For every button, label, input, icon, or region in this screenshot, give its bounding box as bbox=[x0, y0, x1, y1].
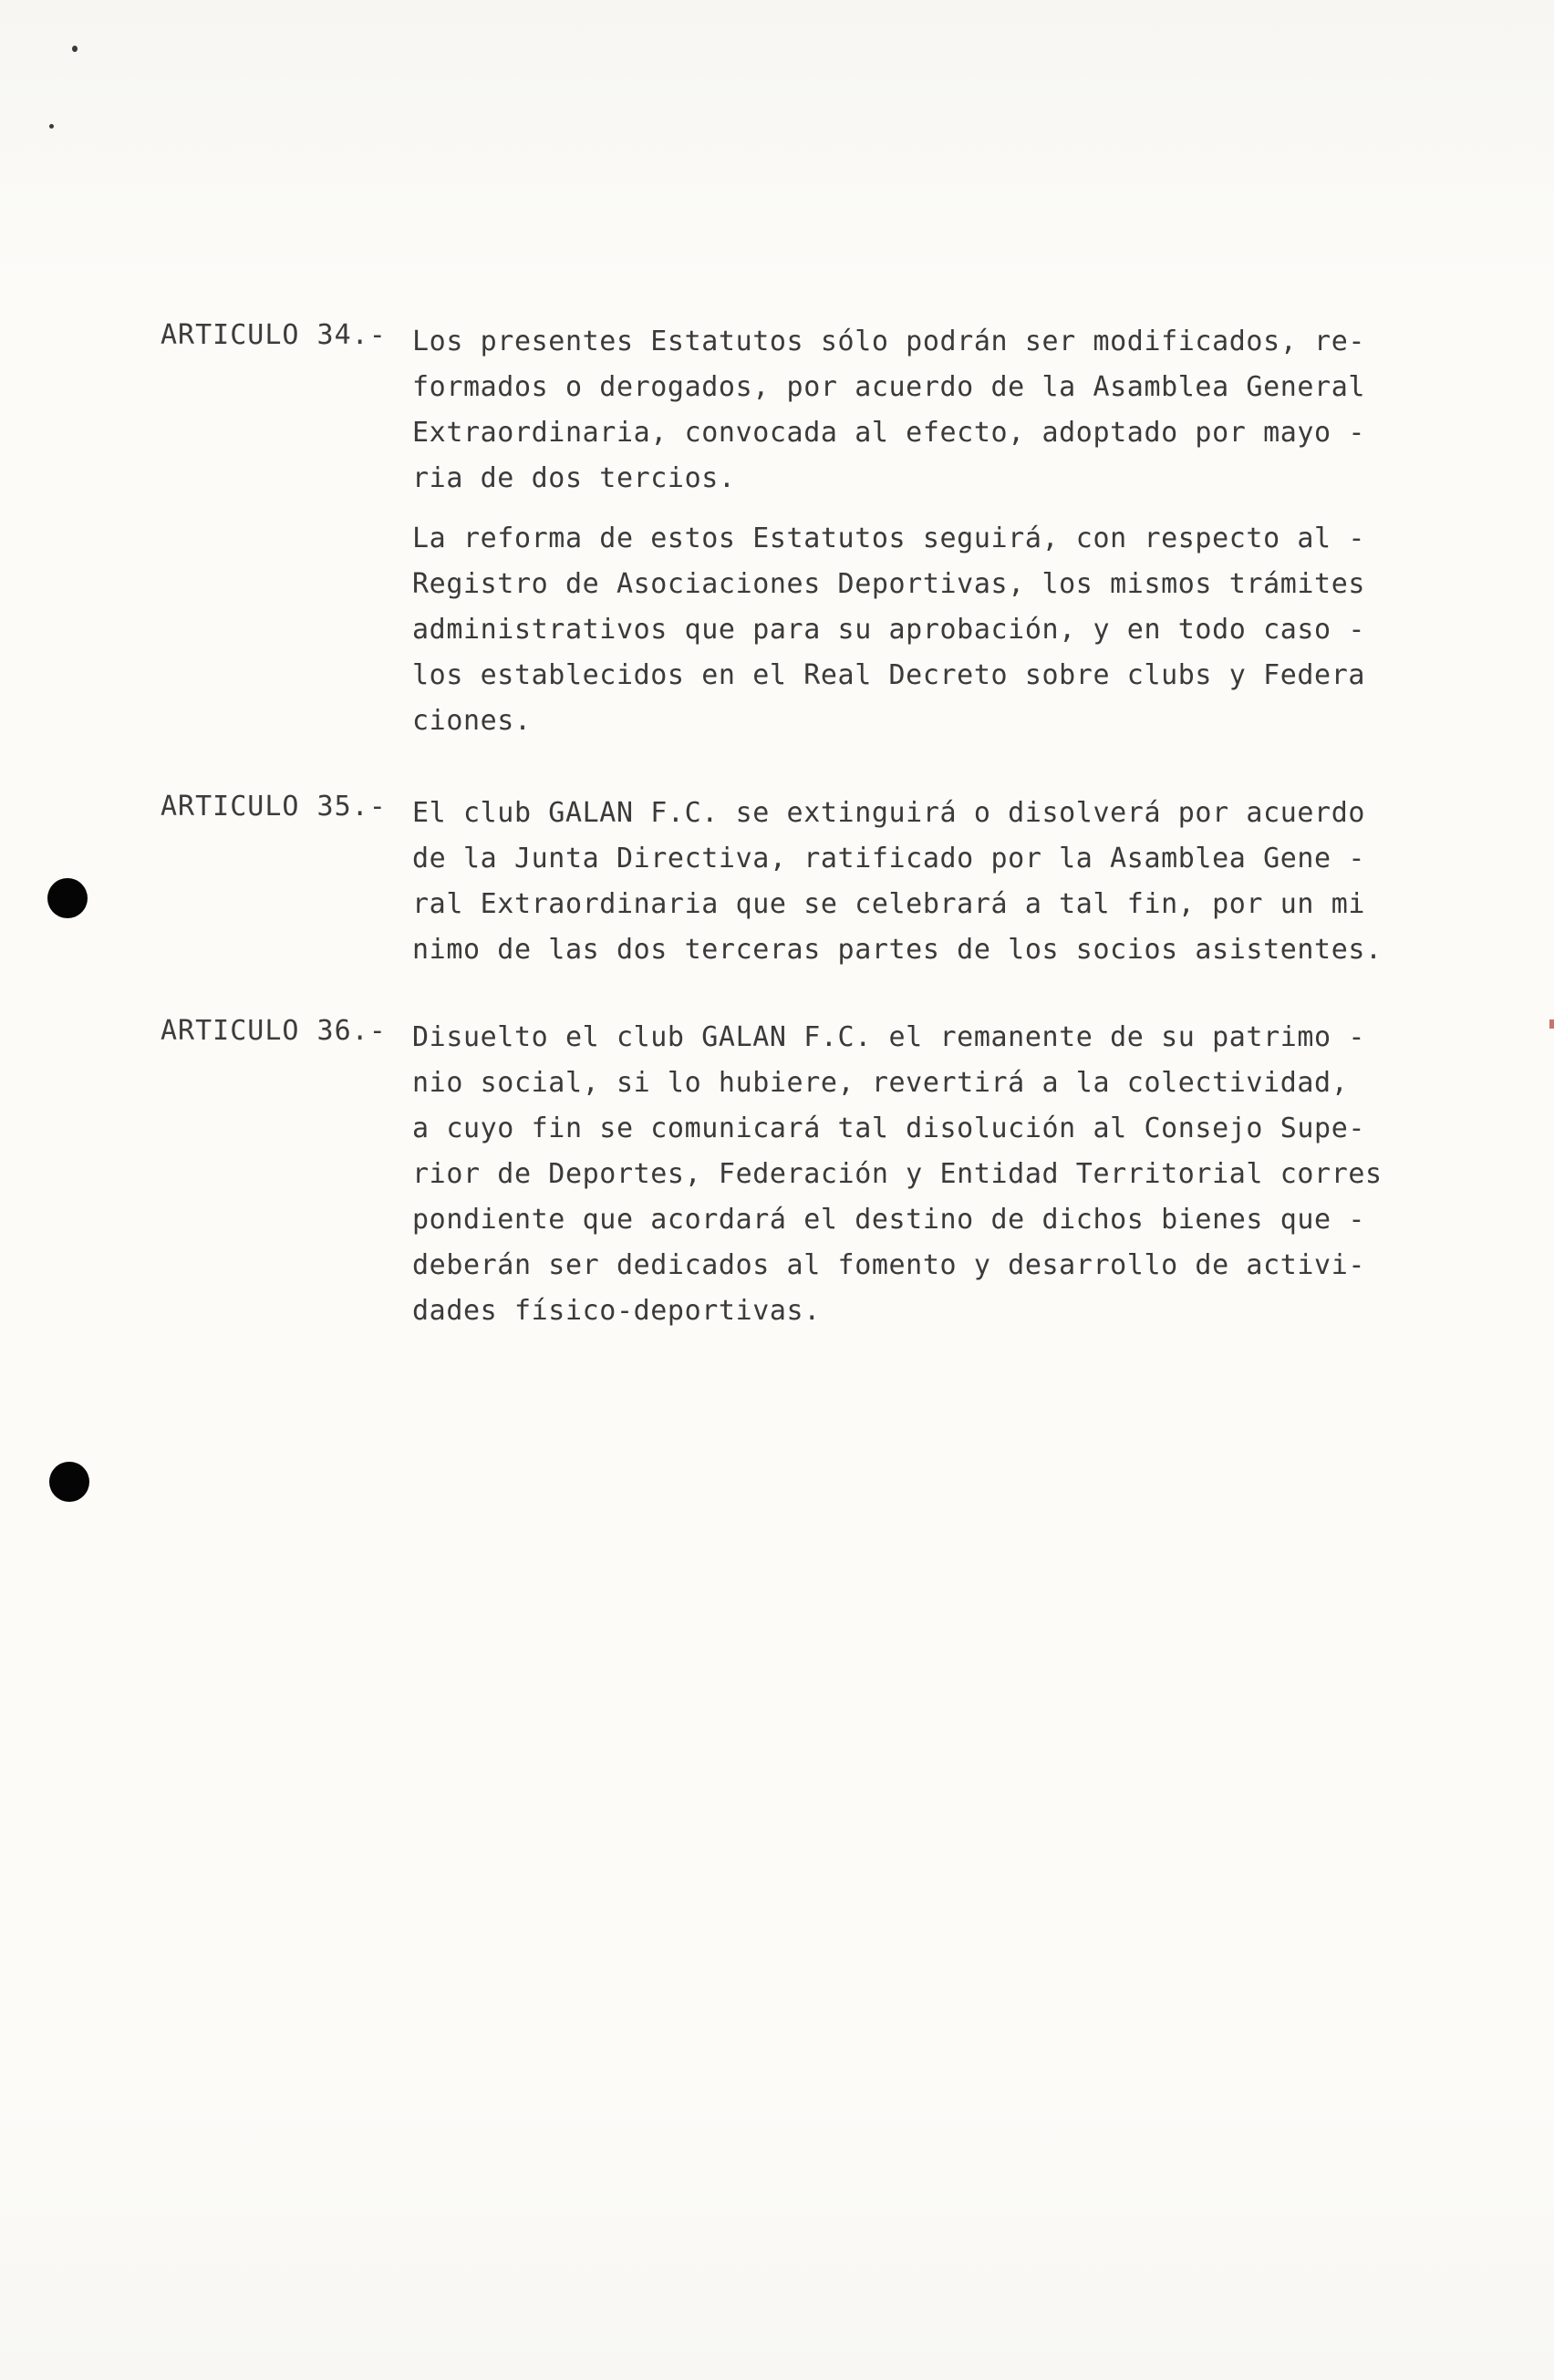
punch-hole bbox=[49, 1462, 89, 1502]
paragraph bbox=[412, 319, 1554, 502]
text-line: Disuelto el club GALAN F.C. el remanente de su patrimo - bbox=[412, 1021, 1366, 1053]
article-label: ARTICULO 35.- bbox=[161, 791, 387, 823]
text-line: rior de Deportes, Federación y Entidad Territorial corres bbox=[412, 1158, 1383, 1190]
text-line: Extraordinaria, convocada al efecto, adoptado por mayo - bbox=[412, 417, 1366, 449]
paragraph bbox=[412, 516, 1554, 744]
article-body bbox=[412, 1015, 1554, 1349]
article-body bbox=[412, 319, 1554, 759]
paragraph bbox=[412, 1015, 1554, 1334]
text-line: nio social, si lo hubiere, revertirá a la colectividad, bbox=[412, 1067, 1349, 1099]
text-line: nimo de las dos terceras partes de los socios asistentes. bbox=[412, 934, 1383, 966]
text-line: formados o derogados, por acuerdo de la Asamblea General bbox=[412, 371, 1366, 403]
text-line: de la Junta Directiva, ratificado por la Asamblea Gene - bbox=[412, 843, 1366, 874]
text-line: deberán ser dedicados al fomento y desarrollo de activi- bbox=[412, 1249, 1366, 1281]
punch-hole bbox=[47, 878, 88, 918]
text-line: pondiente que acordará el destino de dichos bienes que - bbox=[412, 1204, 1366, 1236]
text-line: los establecidos en el Real Decreto sobre clubs y Federa bbox=[412, 659, 1366, 691]
text-line: La reforma de estos Estatutos seguirá, con respecto al - bbox=[412, 523, 1366, 554]
ink-speck bbox=[49, 124, 54, 129]
article-body bbox=[412, 791, 1554, 988]
article-label: ARTICULO 34.- bbox=[161, 319, 387, 351]
paragraph bbox=[412, 791, 1554, 973]
text-line: ria de dos tercios. bbox=[412, 462, 736, 494]
text-line: dades físico-deportivas. bbox=[412, 1295, 821, 1327]
text-line: ciones. bbox=[412, 705, 532, 737]
text-line: a cuyo fin se comunicará tal disolución al Consejo Supe- bbox=[412, 1112, 1366, 1144]
text-line: Registro de Asociaciones Deportivas, los mismos trámites bbox=[412, 568, 1366, 600]
text-line: ral Extraordinaria que se celebrará a tal fin, por un mi bbox=[412, 888, 1366, 920]
text-line: Los presentes Estatutos sólo podrán ser modificados, re- bbox=[412, 326, 1366, 357]
text-line: administrativos que para su aprobación, y en todo caso - bbox=[412, 614, 1366, 646]
text-line: El club GALAN F.C. se extinguirá o disolverá por acuerdo bbox=[412, 797, 1366, 829]
ink-speck bbox=[72, 46, 78, 52]
article-label: ARTICULO 36.- bbox=[161, 1015, 387, 1047]
